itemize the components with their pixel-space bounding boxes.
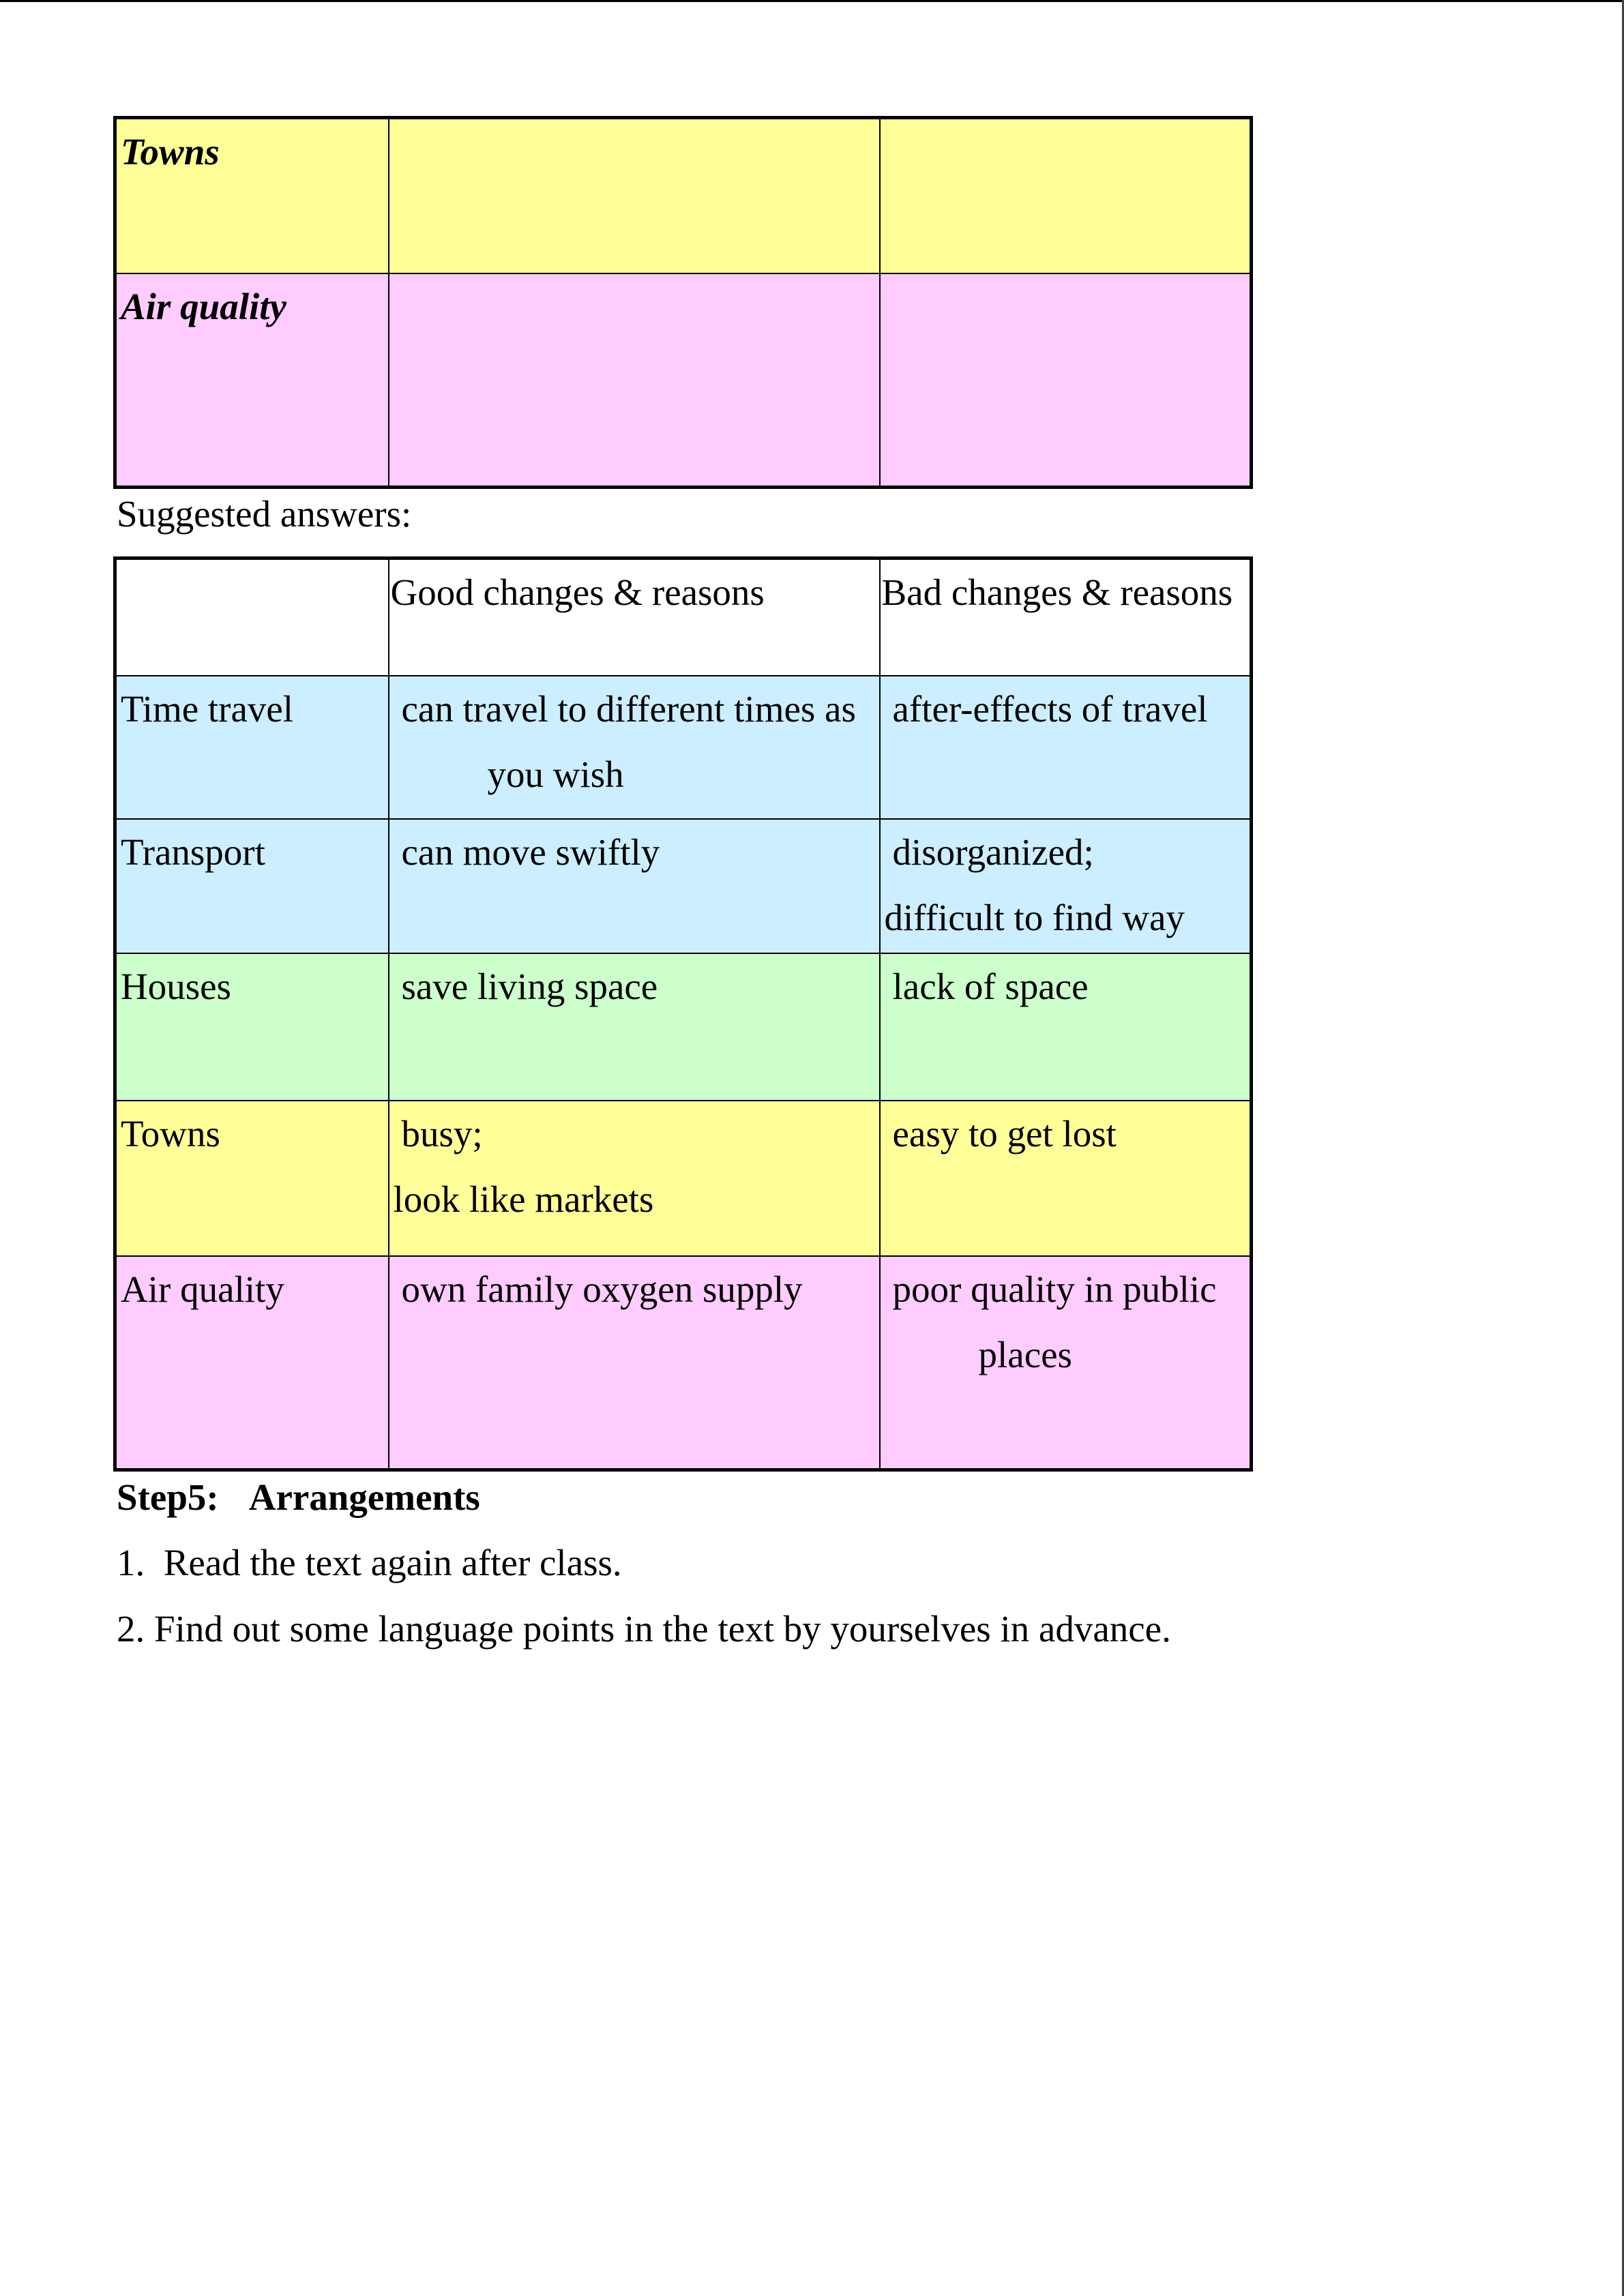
good-cell: busy; look like markets: [389, 1101, 880, 1256]
table-row: [115, 273, 1252, 488]
suggested-answers-label: Suggested answers:: [117, 493, 412, 535]
empty-cell: [389, 118, 880, 273]
table-row: [115, 953, 1252, 1101]
table-row: [115, 1256, 1252, 1470]
table-row: [115, 118, 1252, 273]
row-label: Air quality: [115, 1256, 389, 1470]
task-item: 2. Find out some language points in the text by yourselves in advance.: [117, 1608, 1171, 1650]
page-top-border: [0, 0, 1624, 2]
answers-table: [113, 556, 1253, 1472]
step-title: Arrangements: [248, 1476, 480, 1518]
empty-cell: [389, 273, 880, 488]
header-cell: [115, 558, 389, 676]
bad-cell: lack of space: [880, 953, 1252, 1101]
bad-cell: disorganized; difficult to find way: [880, 819, 1252, 953]
row-label: Transport: [115, 819, 389, 953]
step-number: Step5:: [117, 1476, 219, 1518]
bad-cell: easy to get lost: [880, 1101, 1252, 1256]
row-label-towns: Towns: [115, 118, 389, 273]
good-cell: own family oxygen supply: [389, 1256, 880, 1470]
table-row: [115, 676, 1252, 819]
partial-table: [113, 116, 1253, 489]
row-label: Time travel: [115, 676, 389, 819]
empty-cell: [880, 273, 1252, 488]
header-good-changes: Good changes & reasons: [389, 558, 880, 676]
good-cell: save living space: [389, 953, 880, 1101]
good-cell: can travel to different times as you wish: [389, 676, 880, 819]
row-label: Towns: [115, 1101, 389, 1256]
header-bad-changes: Bad changes & reasons: [880, 558, 1252, 676]
table-row: [115, 1101, 1252, 1256]
table-row: [115, 819, 1252, 953]
table-header-row: [115, 558, 1252, 676]
bad-cell: after-effects of travel: [880, 676, 1252, 819]
empty-cell: [880, 118, 1252, 273]
task-item: 1. Read the text again after class.: [117, 1542, 622, 1583]
row-label-air-quality: Air quality: [115, 273, 389, 488]
bad-cell: poor quality in public places: [880, 1256, 1252, 1470]
step-heading: [117, 1475, 480, 1520]
row-label: Houses: [115, 953, 389, 1101]
good-cell: can move swiftly: [389, 819, 880, 953]
